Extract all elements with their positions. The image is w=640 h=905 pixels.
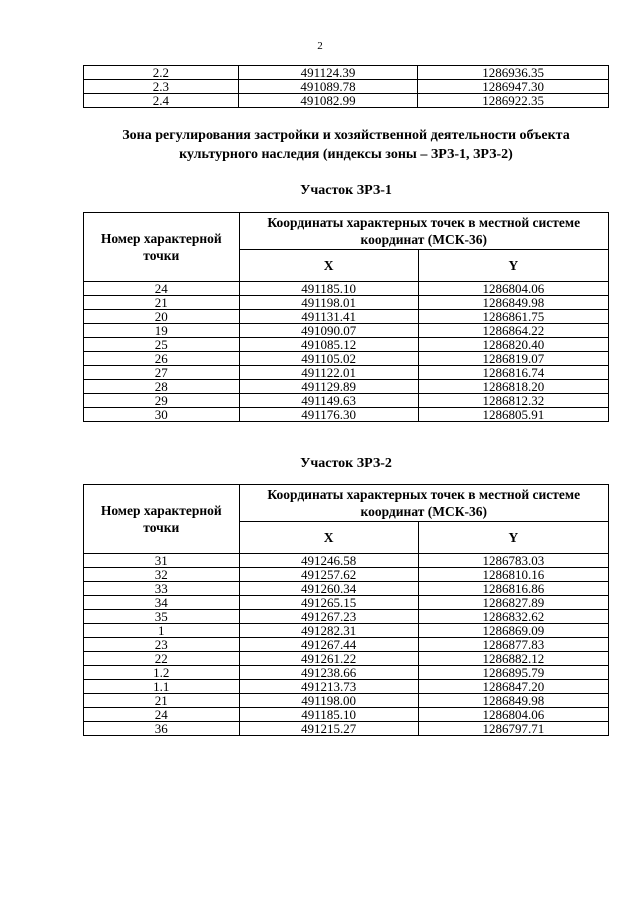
x-coordinate-cell: 491213.73 (239, 680, 418, 694)
x-coordinate-cell: 491215.27 (239, 722, 418, 736)
plot-title-zrz1: Участок ЗРЗ-1 (300, 183, 392, 198)
header-point-number: Номер характерной точки (84, 213, 240, 282)
y-coordinate-cell: 1286832.62 (418, 610, 608, 624)
y-coordinate-cell: 1286797.71 (418, 722, 608, 736)
header-x: X (239, 250, 418, 282)
y-coordinate-cell: 1286810.16 (418, 568, 608, 582)
y-coordinate-cell: 1286877.83 (418, 638, 608, 652)
y-coordinate-cell: 1286818.20 (418, 380, 608, 394)
table-row (84, 554, 609, 568)
x-coordinate-cell: 491185.10 (239, 708, 418, 722)
table-row (84, 624, 609, 638)
point-number-cell: 28 (84, 380, 240, 394)
point-number-cell: 19 (84, 324, 240, 338)
x-coordinate-cell: 491131.41 (239, 310, 418, 324)
point-number-cell: 27 (84, 366, 240, 380)
table-row (84, 380, 609, 394)
x-coordinate-cell: 491105.02 (239, 352, 418, 366)
x-coordinate-cell: 491082.99 (238, 94, 418, 108)
x-coordinate-cell: 491265.15 (239, 596, 418, 610)
table-row (84, 296, 609, 310)
point-number-cell: 1 (84, 624, 240, 638)
point-number-cell: 20 (84, 310, 240, 324)
table-row (84, 338, 609, 352)
x-coordinate-cell: 491124.39 (238, 66, 418, 80)
point-number-cell: 32 (84, 568, 240, 582)
point-number-cell: 1.2 (84, 666, 240, 680)
header-coordinates: Координаты характерных точек в местной системе координат (МСК-36) (239, 213, 608, 250)
x-coordinate-cell: 491267.23 (239, 610, 418, 624)
point-number-cell: 24 (84, 282, 240, 296)
table-row (84, 652, 609, 666)
x-coordinate-cell: 491085.12 (239, 338, 418, 352)
y-coordinate-cell: 1286804.06 (418, 708, 608, 722)
point-number-cell: 26 (84, 352, 240, 366)
page-number: 2 (317, 40, 323, 52)
x-coordinate-cell: 491122.01 (239, 366, 418, 380)
header-x: X (239, 522, 418, 554)
y-coordinate-cell: 1286936.35 (418, 66, 609, 80)
table-row (84, 282, 609, 296)
table-row (84, 94, 609, 108)
point-number-cell: 23 (84, 638, 240, 652)
table-row (84, 366, 609, 380)
y-coordinate-cell: 1286922.35 (418, 94, 609, 108)
x-coordinate-cell: 491090.07 (239, 324, 418, 338)
y-coordinate-cell: 1286864.22 (418, 324, 608, 338)
point-number-cell: 33 (84, 582, 240, 596)
x-coordinate-cell: 491261.22 (239, 652, 418, 666)
y-coordinate-cell: 1286895.79 (418, 666, 608, 680)
point-number-cell: 35 (84, 610, 240, 624)
header-coordinates: Координаты характерных точек в местной системе координат (МСК-36) (239, 485, 608, 522)
section-title: Зона регулирования застройки и хозяйственной деятельности объекта культурного наследия (индексы зоны – ЗРЗ-1, ЗРЗ-2) (122, 128, 570, 162)
x-coordinate-cell: 491282.31 (239, 624, 418, 638)
x-coordinate-cell: 491198.00 (239, 694, 418, 708)
coordinates-table-zrz2 (83, 484, 609, 736)
point-number-cell: 24 (84, 708, 240, 722)
x-coordinate-cell: 491257.62 (239, 568, 418, 582)
table-row (84, 408, 609, 422)
x-coordinate-cell: 491238.66 (239, 666, 418, 680)
y-coordinate-cell: 1286820.40 (418, 338, 608, 352)
y-coordinate-cell: 1286805.91 (418, 408, 608, 422)
point-number-cell: 31 (84, 554, 240, 568)
y-coordinate-cell: 1286861.75 (418, 310, 608, 324)
point-number-cell: 2.2 (84, 66, 239, 80)
top-coordinates-table (83, 65, 609, 108)
y-coordinate-cell: 1286849.98 (418, 296, 608, 310)
table-row (84, 610, 609, 624)
table-row (84, 324, 609, 338)
table-row (84, 352, 609, 366)
table-row (84, 66, 609, 80)
point-number-cell: 2.4 (84, 94, 239, 108)
y-coordinate-cell: 1286804.06 (418, 282, 608, 296)
point-number-cell: 34 (84, 596, 240, 610)
y-coordinate-cell: 1286882.12 (418, 652, 608, 666)
y-coordinate-cell: 1286827.89 (418, 596, 608, 610)
x-coordinate-cell: 491089.78 (238, 80, 418, 94)
y-coordinate-cell: 1286816.74 (418, 366, 608, 380)
point-number-cell: 36 (84, 722, 240, 736)
table-row (84, 310, 609, 324)
x-coordinate-cell: 491129.89 (239, 380, 418, 394)
x-coordinate-cell: 491176.30 (239, 408, 418, 422)
y-coordinate-cell: 1286869.09 (418, 624, 608, 638)
x-coordinate-cell: 491198.01 (239, 296, 418, 310)
x-coordinate-cell: 491267.44 (239, 638, 418, 652)
table-row (84, 694, 609, 708)
table-row (84, 708, 609, 722)
coordinates-table-zrz1 (83, 212, 609, 422)
point-number-cell: 29 (84, 394, 240, 408)
y-coordinate-cell: 1286819.07 (418, 352, 608, 366)
point-number-cell: 1.1 (84, 680, 240, 694)
point-number-cell: 21 (84, 694, 240, 708)
y-coordinate-cell: 1286947.30 (418, 80, 609, 94)
y-coordinate-cell: 1286849.98 (418, 694, 608, 708)
table-row (84, 722, 609, 736)
table-row (84, 582, 609, 596)
table-row (84, 568, 609, 582)
table-row (84, 394, 609, 408)
table-row (84, 638, 609, 652)
plot-title-zrz2: Участок ЗРЗ-2 (300, 456, 392, 471)
table-row (84, 80, 609, 94)
table-row (84, 680, 609, 694)
point-number-cell: 22 (84, 652, 240, 666)
table-row (84, 596, 609, 610)
y-coordinate-cell: 1286816.86 (418, 582, 608, 596)
y-coordinate-cell: 1286812.32 (418, 394, 608, 408)
x-coordinate-cell: 491185.10 (239, 282, 418, 296)
y-coordinate-cell: 1286783.03 (418, 554, 608, 568)
x-coordinate-cell: 491149.63 (239, 394, 418, 408)
header-point-number: Номер характерной точки (84, 485, 240, 554)
point-number-cell: 2.3 (84, 80, 239, 94)
point-number-cell: 25 (84, 338, 240, 352)
point-number-cell: 21 (84, 296, 240, 310)
header-y: Y (418, 250, 608, 282)
point-number-cell: 30 (84, 408, 240, 422)
y-coordinate-cell: 1286847.20 (418, 680, 608, 694)
table-row (84, 666, 609, 680)
x-coordinate-cell: 491260.34 (239, 582, 418, 596)
header-y: Y (418, 522, 608, 554)
x-coordinate-cell: 491246.58 (239, 554, 418, 568)
